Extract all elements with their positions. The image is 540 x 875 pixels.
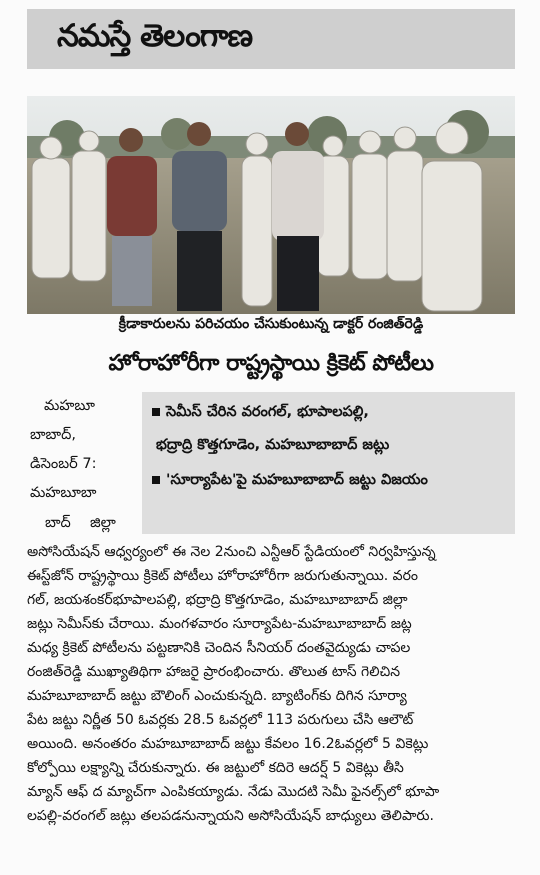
photo-caption: క్రీడాకారులను పరిచయం చేసుకుంటున్న డాక్టర్ రంజిత్‌రెడ్డి <box>118 316 424 332</box>
dateline-line: బాబాద్, <box>30 427 76 443</box>
dateline-line: మహబూబా <box>30 485 97 501</box>
dateline-line: డిసెంబర్ 7: <box>30 456 97 472</box>
body-line: మహబూబాబాద్ జట్టు బౌలింగ్ ఎంచుకున్నది. బ్యాటింగ్‌కు దిగిన సూర్యా <box>27 688 407 704</box>
body-line: మధ్య క్రికెట్ పోటీలను పట్టణానికి చెందిన సీనియర్ దంతవైద్యుడు చాపల <box>27 640 411 656</box>
dateline-line: మహబూ <box>44 398 95 414</box>
highlights-box <box>142 392 515 534</box>
bullet-square-icon <box>152 476 160 484</box>
body-line: గల్, జయశంకర్‌భూపాలపల్లి, భద్రాద్రి కొత్తగూడెం, మహబూబాబాద్ జిల్లా <box>27 592 408 608</box>
masthead <box>27 9 515 69</box>
body-line: రంజిత్‌రెడ్డి ముఖ్యాతిథిగా హాజరై ప్రారంభించారు. తొలుత టాస్ గెలిచిన <box>27 664 401 680</box>
dateline-line: జిల్లా <box>90 515 116 531</box>
headline: హోరాహోరీగా రాష్ట్రస్థాయి క్రికెట్ పోటీలు <box>108 351 434 376</box>
bullet-square-icon <box>152 408 160 416</box>
body-line: కోల్పోయి లక్ష్యాన్ని చేరుకున్నారు. ఈ జట్టులో కదిరె ఆదర్ష్ 5 వికెట్లు తీసి <box>27 760 404 776</box>
body-line: మ్యాన్ ఆఫ్ ద మ్యాచ్‌గా ఎంపికయ్యాడు. నేడు మొదటి సెమీ ఫైనల్స్‌లో భూపా <box>27 784 440 800</box>
body-line: జట్లు సెమీస్‌కు చేరాయి. మంగళవారం సూర్యాపేట-మహబూబాబాద్ జట్ల <box>27 616 412 632</box>
highlight-item <box>152 472 428 492</box>
body-line: అసోసియేషన్ ఆధ్వర్యంలో ఈ నెల 2నుంచి ఎన్టీఆర్ స్టేడియంలో నిర్వహిస్తున్న <box>27 544 436 560</box>
highlight-text: 'సూర్యాపేట'పై మహబూబాబాద్ జట్టు విజయం <box>166 472 428 488</box>
cricket-players-photo <box>27 96 515 314</box>
body-line: లపల్లి-వరంగల్ జట్లు తలపడనున్నాయని అసోసియేషన్ బాధ్యులు తెలిపారు. <box>27 808 434 824</box>
masthead-title: నమస్తే తెలంగాణ <box>57 18 253 54</box>
highlight-text: సెమీస్ చేరిన వరంగల్, భూపాలపల్లి, <box>166 404 369 420</box>
news-photo <box>27 96 515 314</box>
highlight-item-continued: భద్రాద్రి కొత్తగూడెం, మహబూబాబాద్ జట్లు <box>156 437 390 453</box>
highlight-item <box>152 404 369 424</box>
body-line: అయింది. అనంతరం మహబూబాబాద్ జట్టు కేవలం 16.2ఓవర్లలో 5 వికెట్లు <box>27 736 429 752</box>
body-line: ఈస్ట్‌జోన్ రాష్ట్రస్థాయి క్రికెట్ పోటీలు హోరాహోరీగా జరుగుతున్నాయి. వరం <box>27 568 418 584</box>
dateline-line: బాద్ <box>45 515 71 531</box>
body-line: పేట జట్టు నిర్ణీత 50 ఓవర్లకు 28.5 ఓవర్లలో 113 పరుగులు చేసి ఆలౌట్ <box>27 712 414 728</box>
